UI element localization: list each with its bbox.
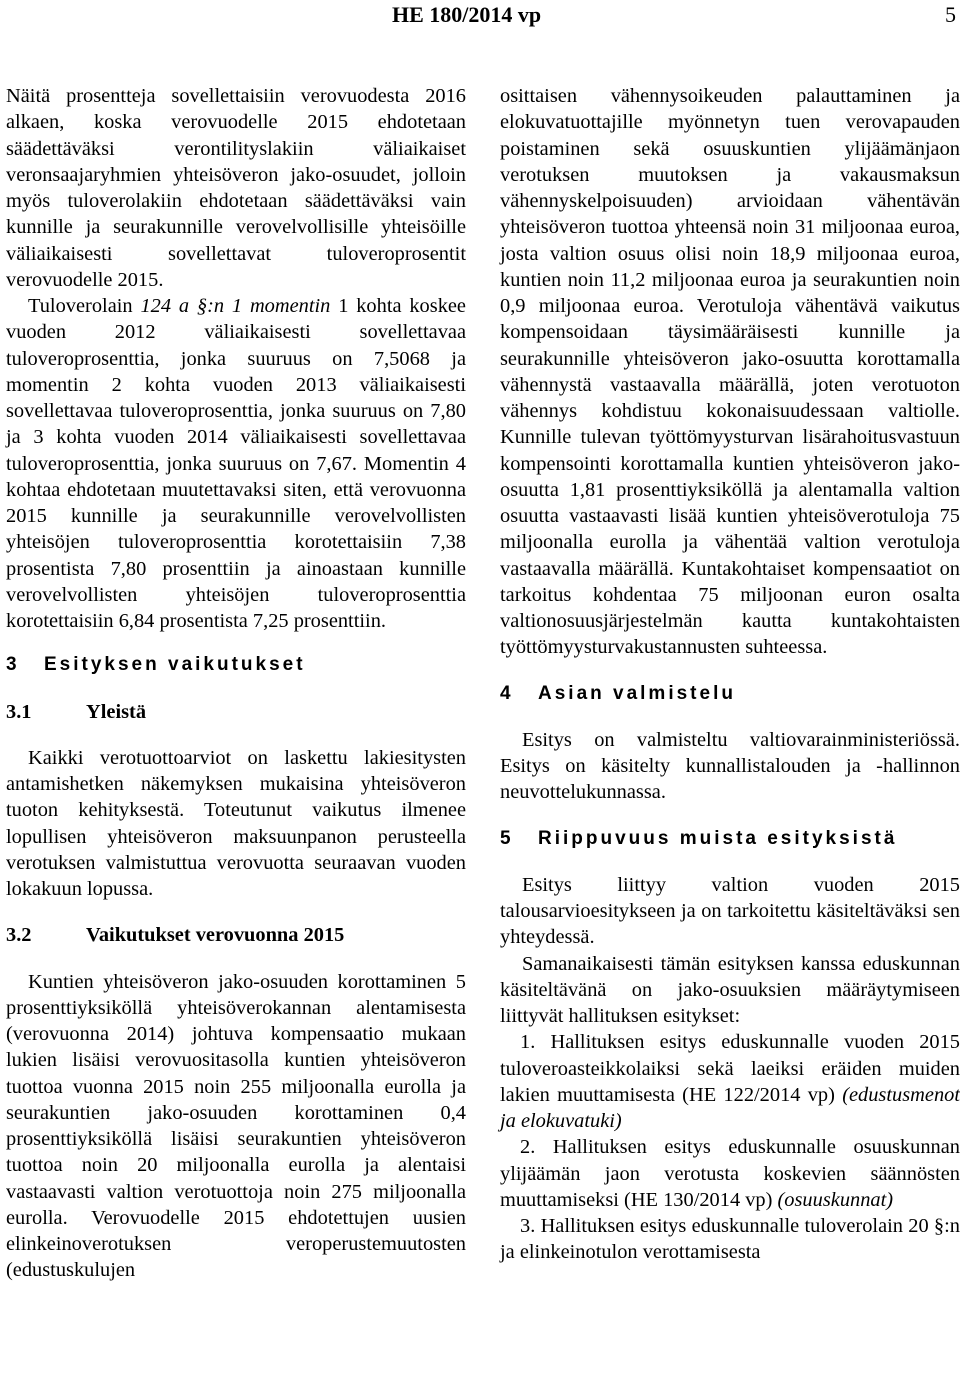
paragraph-rest: 1 kohta koskee vuoden 2012 väliaikaisesti sovellettavaa tuloveroprosenttia, jonka suuruus on 7,5068 ja momentin 2 kohta vuoden 2013 väliaikaisesti sovellettavaa tuloveroprosenttia, jonka suuruus on 7,80 ja 3 kohta vuoden 2014 väliaikaisesti sovellettavaa tuloveroprosenttia, jonka suuruus on 7,67. Momentin 4 kohtaa ehdotetaan muutettavaksi siten, että verovuonna 2015 kunnille ja seurakunnille verovelvollisten yhteisöjen tuloveroprosenttia korotettaisiin 7,38 prosentista 7,80 prosenttiin ja ainoastaan kunnille verovelvollisten yhteisöjen tuloveroprosenttia korotettaisiin 6,84 prosentista 7,25 prosenttiin. [6,295,466,632]
section-heading [6,652,466,678]
paragraph: Kaikki verotuottoarviot on laskettu lakiesitysten antamishetken näkemyksen mukaisina yhteisöveron tuoton kehityksestä. Toteutunut vaikutus ilmenee lopullisen yhteisöveron maksuunpanon perusteella verotuksen valmistuttua verovuotta seuraavan vuoden lokakuun lopussa. [6,746,466,900]
list-item-reference: (osuuskunnat) [777,1188,894,1211]
section-heading [500,681,960,707]
subsection-title: Yleistä [86,700,147,723]
subsection-number: 3.2 [6,924,32,947]
paragraph: Samanaikaisesti tämän esityksen kanssa eduskunnan käsiteltävänä on jako-osuuksien määräytymiseen liittyvät hallituksen esitykset: [500,952,960,1027]
list-item-text: 1. Hallituksen esitys eduskunnalle vuoden 2015 tuloveroasteikkolaiksi sekä laeiksi eräiden muiden lakien muuttamisesta (HE 122/2014 vp) [500,1031,960,1106]
paragraph-start: Tuloverolain [28,295,141,317]
section-heading [500,826,960,852]
paragraph: Esitys on valmisteltu valtiovarainministeriössä. Esitys on käsitelty kunnallistalouden ja -hallinnon neuvottelukunnassa. [500,728,960,804]
list-item: 3. Hallituksen esitys eduskunnalle tuloverolain 20 §:n ja elinkeinotulon verottamisesta [500,1215,960,1264]
paragraph: osittaisen vähennysoikeuden palauttaminen ja elokuvatuottajille myönnetyn tuen verovapauden poistaminen sekä osuuskuntien ylijäämänjaon verotuksen muutoksen ja vakausmaksun vähennyskelpoisuuden) arvioidaan vähentävän yhteisöveron tuottoa yhteensä noin 31 miljoonaa euroa, josta valtion osuus olisi noin 18,9 miljoonaa euroa, kuntien noin 11,2 miljoonaa euroa ja seurakuntien noin 0,9 miljoonaa euroa. Verotuloja vähentävä vaikutus kompensoidaan täysimääräisesti kunnille ja seurakunnille yhteisöveron jako-osuutta korottamalla vähennystä vastaavalla määrällä, joten verotuoton vähennys kohdistuu kokonaisuudessaan valtiolle. Kunnille tulevan työttömyysturvan lisärahoitusvastuun kompensointi korottamalla kuntien yhteisöveron jako-osuutta 1,81 prosenttiyksiköllä ja alentamalla valtion osuutta vastaavasti lisää kuntien yhteisöverotuloja 75 miljoonalla eurolla ja vähentää valtion verotuloja vastaavalla määrällä. Kuntakohtaiset kompensaatiot on tarkoitus kohdentaa 75 miljoonan euron osalta valtionosuusjärjestelmän kautta kuntakohtaisten työttömyysturvakustannusten suhteessa. [500,85,960,659]
law-reference: 124 a §:n 1 momentin [140,295,331,317]
section-number: 3 [6,654,17,676]
section-number: 5 [500,827,511,849]
paragraph [6,293,466,634]
paragraph: Kuntien yhteisöveron jako-osuuden korottaminen 5 prosenttiyksiköllä yhteisöverokannan alentamisesta (verovuonna 2014) johtuva kompensaatio mukaan lukien lisäisi verovuositasolla kuntien yhteisöveron tuottoa vuonna 2015 noin 255 miljoonalla eurolla ja seurakuntien jako-osuuden korottaminen 0,4 prosenttiyksiköllä lisäisi seurakuntien yhteisöveron tuottoa noin 20 miljoonalla eurolla ja alentaisi vastaavasti valtion verotuottoja noin 275 miljoonalla eurolla. Verovuodelle 2015 ehdotettujen uusien elinkeinoverotuksen veroperustemuutosten (edustuskulujen [6,970,466,1282]
paragraph: Esitys liittyy valtion vuoden 2015 talousarvioesitykseen ja on tarkoitettu käsiteltäväksi sen yhteydessä. [500,873,960,949]
document-id: HE 180/2014 vp [392,2,542,27]
paragraph: Näitä prosentteja sovellettaisiin verovuodesta 2016 alkaen, koska verovuodelle 2015 ehdotetaan säädettäväksi verontilityslakiin väliaikaiset veronsaajaryhmien yhteisöveron jako-osuudet, jolloin myös tuloverolakiin ehdotetaan säädettäväksi vain kunnille ja seurakunnille verovelvollisille yhteisöille väliaikaisesti sovellettavat tuloveroprosentit verovuodelle 2015. [6,85,466,291]
list-item-reference: (edustusmenot ja elokuvatuki) [500,1083,960,1132]
list-item [500,1029,960,1134]
subsection-heading [6,699,466,725]
section-title: Asian valmistelu [538,682,736,704]
page-header [0,0,960,40]
subsection-number: 3.1 [6,700,32,723]
section-number: 4 [500,682,511,704]
list-item-text: 2. Hallituksen esitys eduskunnalle osuuskunnan ylijäämän jaon verotusta koskevien säännösten muuttamiseksi (HE 130/2014 vp) [500,1136,960,1211]
section-title: Riippuvuus muista esityksistä [538,827,898,849]
subsection-heading [6,922,466,948]
left-column [6,83,466,1284]
list-item [500,1134,960,1213]
section-title: Esityksen vaikutukset [44,654,306,676]
subsection-title: Vaikutukset verovuonna 2015 [86,924,345,947]
page-number: 5 [945,2,956,27]
right-column [500,83,960,1266]
